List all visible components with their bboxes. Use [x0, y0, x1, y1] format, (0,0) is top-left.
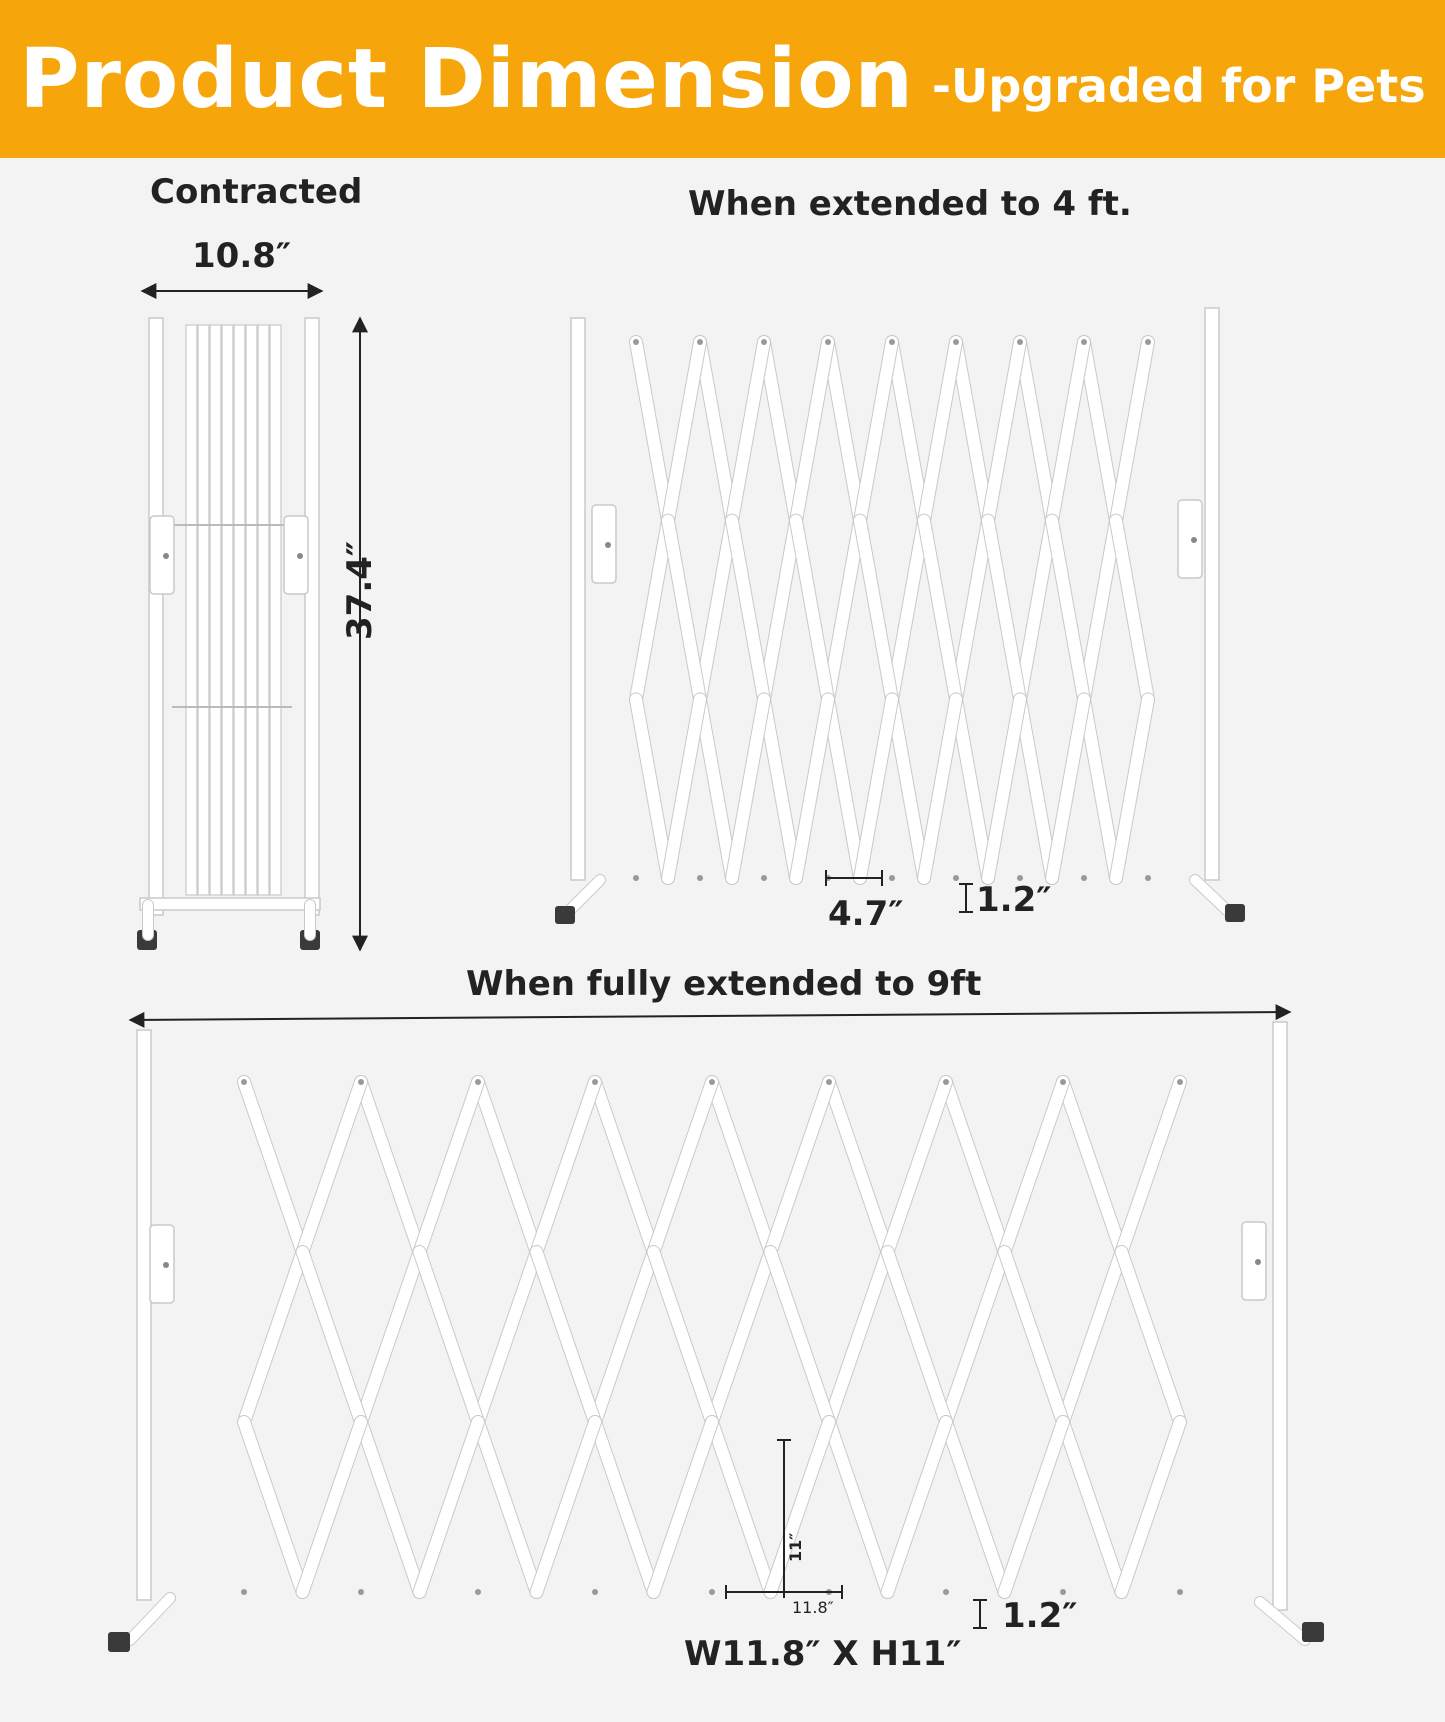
lattice-bar	[796, 521, 828, 700]
lattice-bar	[1084, 521, 1116, 700]
lattice-bar	[860, 699, 892, 878]
contracted-slat	[186, 325, 197, 895]
lattice-rivet	[633, 339, 639, 345]
lattice-rivet	[241, 1079, 247, 1085]
lattice-rivet	[697, 339, 703, 345]
lattice-bar	[988, 342, 1020, 521]
lattice-rivet	[825, 339, 831, 345]
contracted-slat	[222, 325, 233, 895]
lattice-bar	[537, 1082, 596, 1252]
lattice-bar	[668, 699, 700, 878]
lattice-rivet	[761, 875, 767, 881]
lattice-bar	[732, 342, 764, 521]
lattice-bar	[988, 521, 1020, 700]
lattice-bar	[1020, 699, 1052, 878]
lattice-rivet	[1177, 1589, 1183, 1595]
lattice-rivet	[241, 1589, 247, 1595]
lattice-bar	[1084, 699, 1116, 878]
lattice-bar	[700, 342, 732, 521]
gate-4ft-right-bracket	[1178, 500, 1202, 578]
lattice-bar	[303, 1422, 362, 1592]
lattice-bar	[537, 1252, 596, 1422]
lattice-bar	[1116, 521, 1148, 700]
lattice-rivet	[1060, 1589, 1066, 1595]
lattice-rivet	[1017, 339, 1023, 345]
lattice-bar	[654, 1082, 713, 1252]
gate-4ft-right-bracket-bolt	[1191, 537, 1197, 543]
contracted-width-label: 10.8″	[192, 236, 292, 276]
lattice-rivet	[475, 1589, 481, 1595]
lattice-bar	[712, 1422, 771, 1592]
lattice-rivet	[943, 1079, 949, 1085]
lattice-bar	[771, 1422, 830, 1592]
lattice-bar	[1063, 1422, 1122, 1592]
lattice-rivet	[1060, 1079, 1066, 1085]
lattice-bar	[924, 699, 956, 878]
lattice-bar	[771, 1082, 830, 1252]
lattice-bar	[1052, 342, 1084, 521]
lattice-rivet	[1145, 339, 1151, 345]
gate-extended-9ft	[108, 1022, 1324, 1652]
lattice-bar	[668, 521, 700, 700]
lattice-rivet	[826, 1079, 832, 1085]
lattice-bar	[654, 1252, 713, 1422]
lattice-bar	[1122, 1422, 1181, 1592]
lattice-bar	[829, 1422, 888, 1592]
lattice-bar	[829, 1082, 888, 1252]
gate-9ft-left-bracket	[150, 1225, 174, 1303]
lattice-bar	[924, 521, 956, 700]
contracted-title: Contracted	[150, 172, 363, 212]
lattice-bar	[244, 1082, 303, 1252]
lattice-rivet	[592, 1589, 598, 1595]
contracted-height-label: 37.4″	[340, 540, 380, 640]
lattice-bar	[361, 1082, 420, 1252]
lattice-bar	[478, 1422, 537, 1592]
lattice-bar	[988, 699, 1020, 878]
gate-4ft-left-foot	[555, 906, 575, 924]
lattice-rivet	[358, 1079, 364, 1085]
lattice-bar	[1063, 1082, 1122, 1252]
extended-9ft-cell-size-label: W11.8″ X H11″	[684, 1634, 962, 1674]
lattice-bar	[764, 699, 796, 878]
lattice-bar	[946, 1252, 1005, 1422]
lattice-bar	[1052, 699, 1084, 878]
lattice-bar	[764, 521, 796, 700]
gate-4ft-left-bracket-bolt	[605, 542, 611, 548]
lattice-bar	[796, 342, 828, 521]
lattice-bar	[595, 1422, 654, 1592]
lattice-bar	[1122, 1082, 1181, 1252]
gate-9ft-left-brace	[130, 1598, 170, 1640]
lattice-rivet	[475, 1079, 481, 1085]
lattice-bar	[478, 1252, 537, 1422]
gate-4ft-left-post	[571, 318, 585, 880]
contracted-left-post	[149, 318, 163, 915]
gate-4ft-right-foot	[1225, 904, 1245, 922]
contracted-right-bracket	[284, 516, 308, 594]
gate-4ft-left-bracket	[592, 505, 616, 583]
lattice-rivet	[943, 1589, 949, 1595]
extended-9ft-clearance-label: 1.2″	[1002, 1596, 1078, 1636]
lattice-rivet	[953, 875, 959, 881]
lattice-rivet	[1081, 339, 1087, 345]
lattice-bar	[732, 699, 764, 878]
lattice-bar	[1020, 342, 1052, 521]
gate-9ft-right-post	[1273, 1022, 1287, 1610]
lattice-bar	[636, 521, 668, 700]
contracted-left-bracket	[150, 516, 174, 594]
lattice-bar	[732, 521, 764, 700]
lattice-bar	[1122, 1252, 1181, 1422]
lattice-rivet	[1145, 875, 1151, 881]
lattice-bar	[595, 1082, 654, 1252]
lattice-bar	[829, 1252, 888, 1422]
lattice-rivet	[1081, 875, 1087, 881]
lattice-bar	[1005, 1252, 1064, 1422]
lattice-bar	[892, 342, 924, 521]
lattice-bar	[892, 521, 924, 700]
lattice-bar	[946, 1082, 1005, 1252]
extended-4ft-title: When extended to 4 ft.	[688, 184, 1132, 224]
lattice-bar	[1116, 699, 1148, 878]
lattice-rivet	[953, 339, 959, 345]
lattice-rivet	[358, 1589, 364, 1595]
extended-4ft-gap-label: 4.7″	[828, 894, 904, 934]
contracted-slat	[246, 325, 257, 895]
lattice-rivet	[1177, 1079, 1183, 1085]
lattice-bar	[860, 342, 892, 521]
lattice-bar	[303, 1082, 362, 1252]
gate-9ft-left-post	[137, 1030, 151, 1600]
lattice-bar	[595, 1252, 654, 1422]
gate-4ft-right-post	[1205, 308, 1219, 880]
lattice-bar	[668, 342, 700, 521]
lattice-bar	[1020, 521, 1052, 700]
lattice-bar	[888, 1422, 947, 1592]
gate-9ft-left-bracket-bolt	[163, 1262, 169, 1268]
lattice-bar	[924, 342, 956, 521]
lattice-rivet	[633, 875, 639, 881]
gate-contracted	[137, 318, 320, 950]
gate-9ft-right-bracket-bolt	[1255, 1259, 1261, 1265]
lattice-bar	[700, 521, 732, 700]
lattice-rivet	[697, 875, 703, 881]
lattice-bar	[420, 1252, 479, 1422]
lattice-bar	[946, 1422, 1005, 1592]
lattice-bar	[860, 521, 892, 700]
lattice-bar	[361, 1422, 420, 1592]
contracted-left-bracket-bolt	[163, 553, 169, 559]
lattice-rivet	[889, 875, 895, 881]
lattice-bar	[244, 1422, 303, 1592]
lattice-rivet	[761, 339, 767, 345]
contracted-base	[140, 898, 320, 910]
extended-9ft-cell-height-label: 11″	[786, 1532, 805, 1562]
lattice-bar	[712, 1082, 771, 1252]
lattice-rivet	[592, 1079, 598, 1085]
lattice-bar	[956, 521, 988, 700]
lattice-bar	[828, 699, 860, 878]
lattice-bar	[796, 699, 828, 878]
lattice-bar	[828, 521, 860, 700]
lattice-bar	[537, 1422, 596, 1592]
lattice-bar	[303, 1252, 362, 1422]
contracted-right-post	[305, 318, 319, 915]
contracted-slat	[198, 325, 209, 895]
lattice-bar	[888, 1082, 947, 1252]
lattice-bar	[420, 1082, 479, 1252]
lattice-bar	[956, 342, 988, 521]
lattice-bar	[654, 1422, 713, 1592]
page-subtitle: -Upgraded for Pets	[931, 59, 1426, 113]
gate-extended-4ft	[555, 308, 1245, 924]
extended-4ft-clearance-label: 1.2″	[976, 880, 1052, 920]
lattice-bar	[1116, 342, 1148, 521]
lattice-bar	[636, 699, 668, 878]
lattice-bar	[478, 1082, 537, 1252]
lattice-bar	[956, 699, 988, 878]
lattice-rivet	[889, 339, 895, 345]
lattice-bar	[764, 342, 796, 521]
gate-9ft-left-foot	[108, 1632, 130, 1652]
lattice-bar	[712, 1252, 771, 1422]
lattice-bar	[1052, 521, 1084, 700]
contracted-slat	[234, 325, 245, 895]
lattice-bar	[771, 1252, 830, 1422]
extended-9ft-cell-width-label: 11.8″	[792, 1598, 834, 1617]
lattice-rivet	[709, 1589, 715, 1595]
gate-9ft-right-bracket	[1242, 1222, 1266, 1300]
lattice-bar	[420, 1422, 479, 1592]
contracted-slat	[258, 325, 269, 895]
lattice-bar	[828, 342, 860, 521]
lattice-bar	[636, 342, 668, 521]
lattice-bar	[892, 699, 924, 878]
lattice-bar	[1063, 1252, 1122, 1422]
lattice-bar	[1005, 1422, 1064, 1592]
lattice-bar	[244, 1252, 303, 1422]
lattice-bar	[361, 1252, 420, 1422]
lattice-rivet	[709, 1079, 715, 1085]
gate-9ft-right-foot	[1302, 1622, 1324, 1642]
contracted-right-bracket-bolt	[297, 553, 303, 559]
lattice-bar	[1084, 342, 1116, 521]
contracted-slat	[270, 325, 281, 895]
contracted-slat	[210, 325, 221, 895]
page-title: Product Dimension	[19, 31, 914, 127]
extended-9ft-title: When fully extended to 9ft	[466, 964, 982, 1004]
lattice-bar	[700, 699, 732, 878]
lattice-bar	[1005, 1082, 1064, 1252]
gate-9ft-width-dim	[130, 1012, 1290, 1020]
lattice-bar	[888, 1252, 947, 1422]
